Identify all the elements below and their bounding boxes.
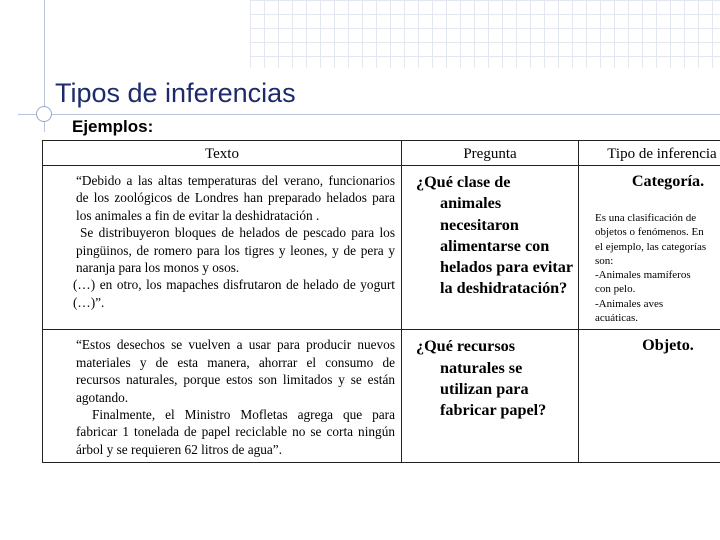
cell-pregunta xyxy=(402,166,579,330)
header-tipo: Tipo de inferencia xyxy=(579,141,720,166)
pregunta-rest: naturales se utilizan para fabricar papel? xyxy=(440,358,547,420)
tipo-note xyxy=(595,211,707,325)
inference-table xyxy=(42,140,720,463)
table-row xyxy=(43,166,720,330)
decorative-grid xyxy=(250,0,720,68)
header-texto: Texto xyxy=(43,141,402,166)
cell-tipo xyxy=(579,330,720,463)
cell-texto xyxy=(43,166,402,330)
cell-pregunta xyxy=(402,330,579,463)
tipo-label: Categoría. xyxy=(631,172,705,190)
table-header-row xyxy=(43,141,720,166)
texto-paragraph: Finalmente, el Ministro Mofletas agrega que para fabricar 1 tonelada de papel reciclable no se corta ningún árbol y se requieren 62 litros de agua”. xyxy=(76,407,395,457)
pregunta-first-line: ¿Qué recursos xyxy=(416,337,516,356)
note-line: -Animales mamíferos con pelo. xyxy=(595,269,691,296)
slide-subtitle: Ejemplos: xyxy=(72,117,154,136)
note-line: -Animales aves acuáticas. xyxy=(595,297,664,325)
table-row xyxy=(43,330,720,463)
texto-paragraph: (…) en otro, los mapaches disfrutaron de helado de yogurt (…)”. xyxy=(73,277,395,310)
header-pregunta: Pregunta xyxy=(402,141,579,166)
texto-paragraph: “Estos desechos se vuelven a usar para producir nuevos materiales y de esta manera, ahorrar el consumo de recursos naturales, porque estos son limitados y se están agotando. xyxy=(76,337,395,405)
cell-texto xyxy=(43,330,402,463)
decorative-circle-icon xyxy=(36,106,52,122)
pregunta-rest: animales necesitaron alimentarse con helados para evitar la deshidratación? xyxy=(440,194,573,298)
texto-paragraph: Se distribuyeron bloques de helados de pescado para los pingüinos, de romero para los tigres y leones, y de pera y naranja para los monos y osos. xyxy=(76,225,395,276)
pregunta-first-line: ¿Qué clase de xyxy=(416,173,511,191)
note-line: Es una clasificación de objetos o fenómenos. En el ejemplo, las categorías son: xyxy=(595,212,707,267)
tipo-label: Objeto. xyxy=(642,336,694,355)
cell-tipo xyxy=(579,166,720,330)
texto-paragraph: “Debido a las altas temperaturas del verano, funcionarios de los zoológicos de Londres han preparado helados para los animales a fin de evitar la deshidratación . xyxy=(76,173,395,223)
decorative-horizontal-line xyxy=(18,114,720,115)
slide-title: Tipos de inferencias xyxy=(55,78,296,108)
